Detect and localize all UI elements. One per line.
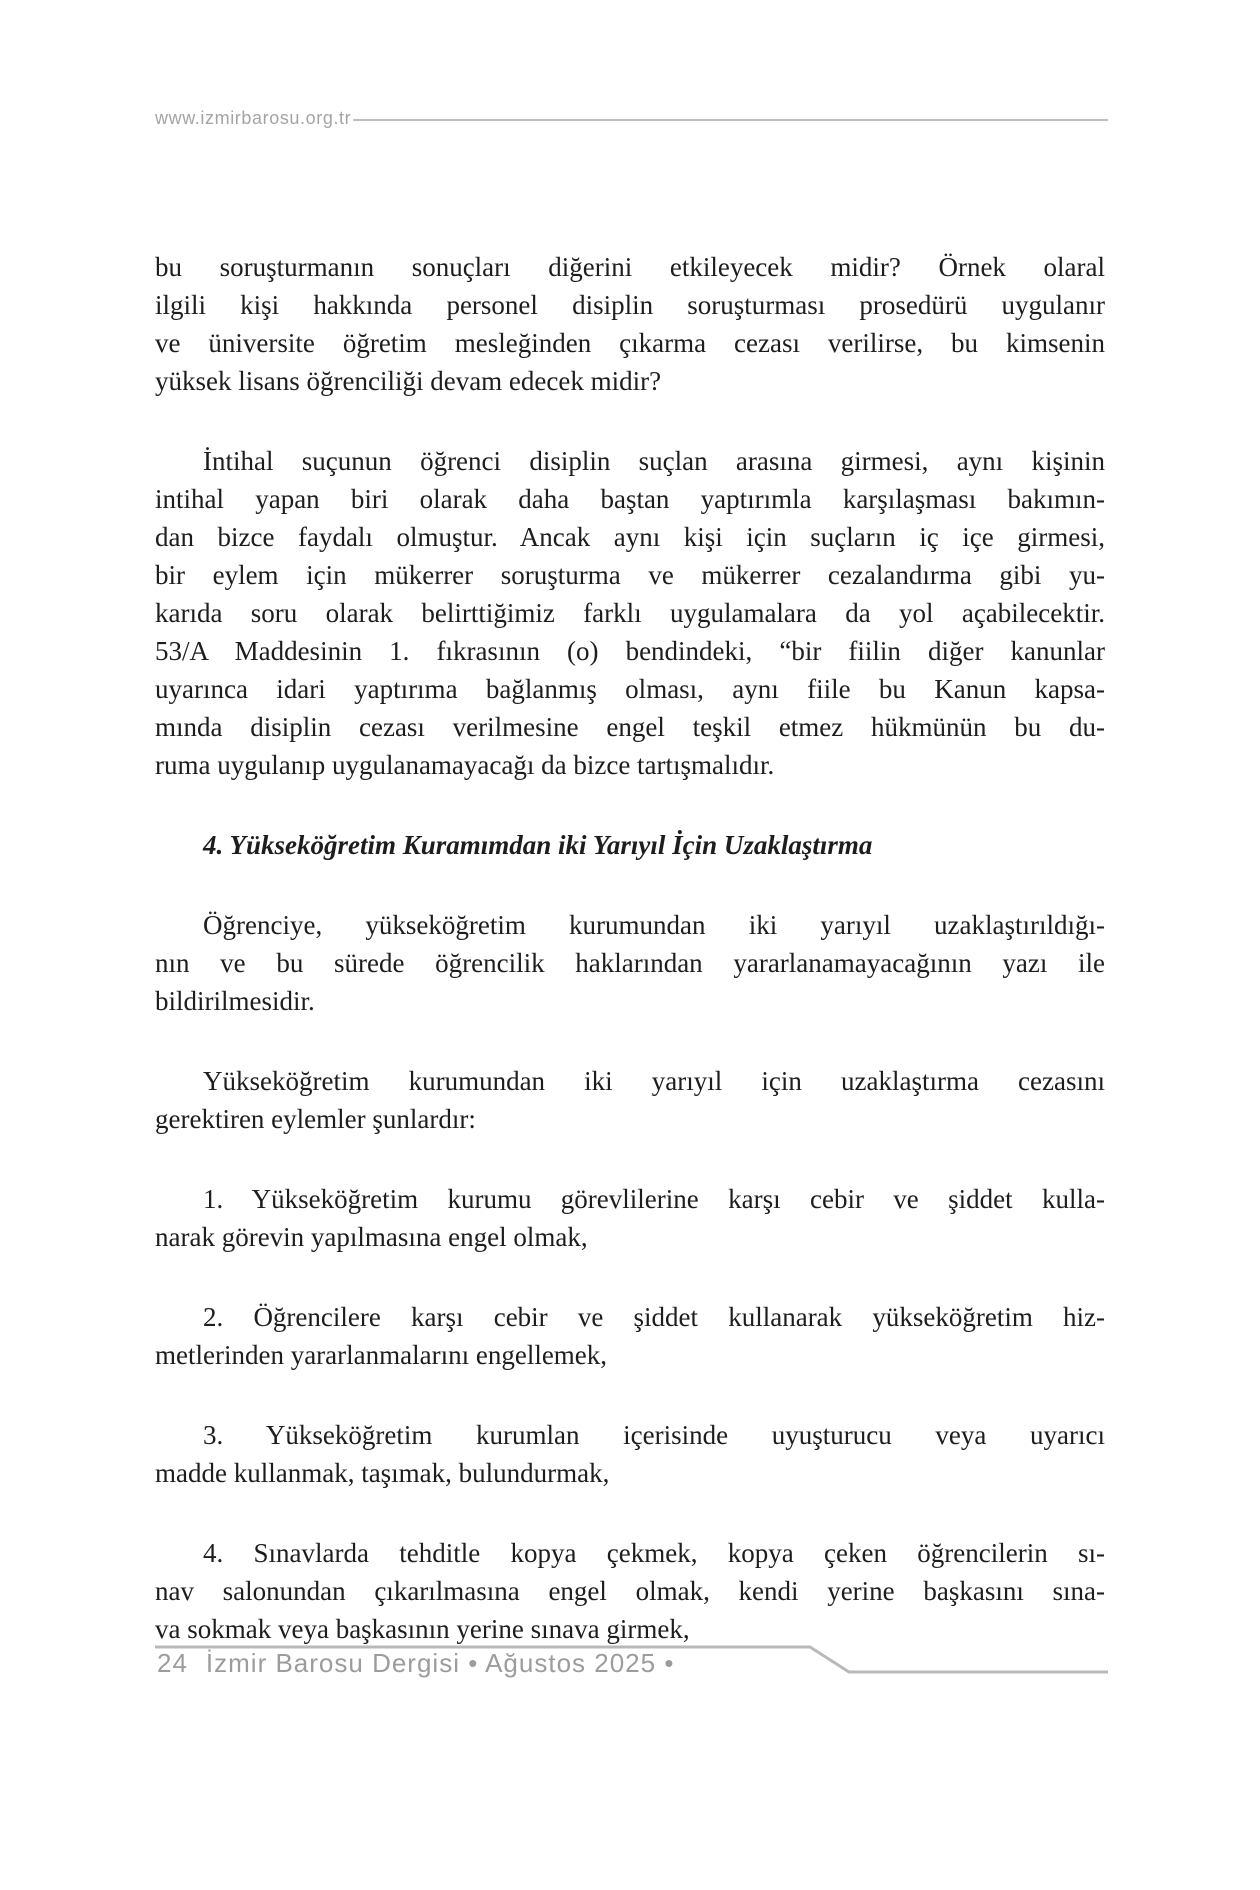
text-line: nın ve bu sürede öğrencilik haklarından yararlanamayacağının yazı ile bbox=[155, 948, 1105, 978]
page-number: 24 bbox=[157, 1648, 188, 1678]
document-content bbox=[155, 248, 1105, 1648]
text-line: bu soruşturmanın sonuçları diğerini etkileyecek midir? Örnek olaral bbox=[155, 252, 1105, 282]
list-item bbox=[155, 1180, 1105, 1256]
text-line: 4. Sınavlarda tehditle kopya çekmek, kopya çeken öğrencilerin sı- bbox=[203, 1538, 1105, 1568]
text-line: Öğrenciye, yükseköğretim kurumundan iki yarıyıl uzaklaştırıldığı- bbox=[203, 910, 1105, 940]
header-site-url: www.izmirbarosu.org.tr bbox=[155, 108, 352, 128]
text-line: madde kullanmak, taşımak, bulundurmak, bbox=[155, 1458, 610, 1488]
paragraph bbox=[155, 248, 1105, 400]
section-heading-text: 4. Yükseköğretim Kuramımdan iki Yarıyıl İçin Uzaklaştırma bbox=[203, 830, 873, 860]
text-line: yüksek lisans öğrenciliği devam edecek midir? bbox=[155, 366, 662, 396]
text-line: 1. Yükseköğretim kurumu görevlilerine karşı cebir ve şiddet kulla- bbox=[203, 1184, 1105, 1214]
text-line: 3. Yükseköğretim kurumlan içerisinde uyuşturucu veya uyarıcı bbox=[203, 1420, 1105, 1450]
page-header bbox=[155, 108, 1108, 129]
header-rule bbox=[353, 119, 1108, 121]
text-line: 2. Öğrencilere karşı cebir ve şiddet kullanarak yükseköğretim hiz- bbox=[203, 1302, 1105, 1332]
text-line: uyarınca idari yaptırıma bağlanmış olması, aynı fiile bu Kanun kapsa- bbox=[155, 674, 1105, 704]
text-line: mında disiplin cezası verilmesine engel teşkil etmez hükmünün bu du- bbox=[155, 712, 1105, 742]
text-line: gerektiren eylemler şunlardır: bbox=[155, 1104, 476, 1134]
text-line: ve üniversite öğretim mesleğinden çıkarma cezası verilirse, bu kimsenin bbox=[155, 328, 1105, 358]
text-line: narak görevin yapılmasına engel olmak, bbox=[155, 1222, 588, 1252]
text-line: metlerinden yararlanmalarını engellemek, bbox=[155, 1340, 608, 1370]
text-line: 53/A Maddesinin 1. fıkrasının (o) bendindeki, “bir fiilin diğer kanunlar bbox=[155, 636, 1105, 666]
paragraph bbox=[155, 1062, 1105, 1138]
text-line: ilgili kişi hakkında personel disiplin soruşturması prosedürü uygulanır bbox=[155, 290, 1105, 320]
text-line: nav salonundan çıkarılmasına engel olmak, kendi yerine başkasını sına- bbox=[155, 1576, 1105, 1606]
page-footer bbox=[155, 1645, 1108, 1677]
paragraph bbox=[155, 906, 1105, 1020]
text-line: bildirilmesidir. bbox=[155, 986, 315, 1016]
list-item bbox=[155, 1534, 1105, 1648]
list-item bbox=[155, 1298, 1105, 1374]
paragraph bbox=[155, 442, 1105, 784]
text-line: ruma uygulanıp uygulanamayacağı da bizce tartışmalıdır. bbox=[155, 750, 775, 780]
footer-text bbox=[157, 1648, 674, 1679]
text-line: intihal yapan biri olarak daha baştan yaptırımla karşılaşması bakımın- bbox=[155, 484, 1105, 514]
text-line: karıda soru olarak belirttiğimiz farklı uygulamalara da yol açabilecektir. bbox=[155, 598, 1105, 628]
text-line: Yükseköğretim kurumundan iki yarıyıl için uzaklaştırma cezasını bbox=[203, 1066, 1105, 1096]
section-heading bbox=[155, 826, 1105, 864]
text-line: dan bizce faydalı olmuştur. Ancak aynı kişi için suçların iç içe girmesi, bbox=[155, 522, 1105, 552]
list-item bbox=[155, 1416, 1105, 1492]
text-line: İntihal suçunun öğrenci disiplin suçlan arasına girmesi, aynı kişinin bbox=[203, 446, 1105, 476]
text-line: bir eylem için mükerrer soruşturma ve mükerrer cezalandırma gibi yu- bbox=[155, 560, 1105, 590]
journal-name: İzmir Barosu Dergisi • Ağustos 2025 • bbox=[205, 1648, 675, 1678]
text-line: va sokmak veya başkasının yerine sınava girmek, bbox=[155, 1614, 690, 1644]
